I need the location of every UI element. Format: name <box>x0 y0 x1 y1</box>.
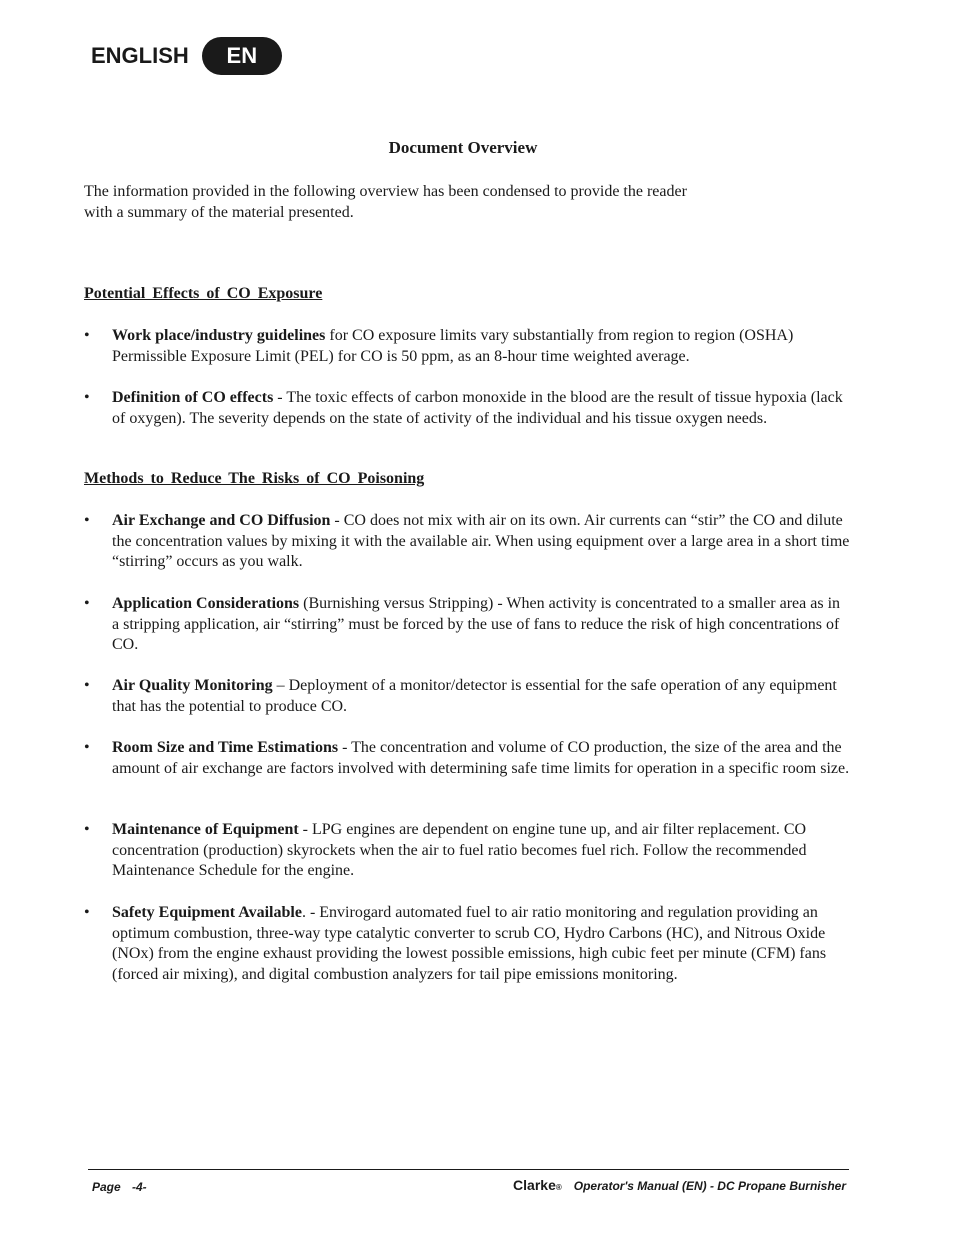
bullet-term: Maintenance of Equipment <box>112 821 299 838</box>
bullet-marker: • <box>84 904 90 921</box>
language-label: ENGLISH <box>91 43 189 68</box>
bullet-text: - CO does not mix with air on its own. Air currents can “stir” the CO and dilute the concentration values by mixing it with the available air. When using equipment over a large area in a short time “stirring” occurs as you walk. <box>112 512 850 571</box>
document-title: Document Overview <box>388 138 538 157</box>
footer-divider <box>88 1169 849 1170</box>
bullet-term: Room Size and Time Estimations <box>112 739 339 756</box>
bullet-marker: • <box>84 821 90 838</box>
section-heading-reduce-risks: Methods to Reduce The Risks of CO Poisoning <box>84 470 425 487</box>
bullet-text: (Burnishing versus Stripping) - When activity is concentrated to a smaller area as in a stripping application, air “stirring” must be forced by the use of fans to reduce the risk of high concentrations of CO. <box>112 595 841 654</box>
registered-mark: ® <box>555 1183 562 1192</box>
bullet-marker: • <box>84 512 90 529</box>
bullet-marker: • <box>84 389 90 406</box>
bullet-text: - The toxic effects of carbon monoxide in the blood are the result of tissue hypoxia (lack of oxygen). The severity depends on the state of activity of the individual and his tissue oxygen needs. <box>112 389 843 427</box>
intro-paragraph: The information provided in the following overview has been condensed to provide the reader with a summary of the material presented. <box>84 183 687 221</box>
bullet-item <box>84 676 850 717</box>
bullet-term: Safety Equipment Available <box>112 904 302 921</box>
manual-title: Operator's Manual (EN) - DC Propane Burnisher <box>573 1179 846 1193</box>
bullet-marker: • <box>84 595 90 612</box>
section-heading-co-exposure: Potential Effects of CO Exposure <box>84 285 323 302</box>
bullet-item <box>84 511 850 573</box>
bullet-item <box>84 594 850 656</box>
bullet-text: . - Envirogard automated fuel to air ratio monitoring and regulation providing an optimum combustion, three-way type catalytic converter to scrub CO, Hydro Carbons (HC), and Nitrous Oxide (NOx) from the engine exhaust providing the lowest possible emissions, high cubic feet per minute (CFM) fans (forced air mixing), and digital combustion analyzers for tail pipe emissions monitoring. <box>112 904 827 983</box>
bullet-item <box>84 326 850 367</box>
footer-manual-info <box>513 1177 846 1193</box>
bullet-text: - The concentration and volume of CO production, the size of the area and the amount of air exchange are factors involved with determining safe time limits for operation in a specific room size. <box>112 739 850 777</box>
language-indicator <box>91 36 282 76</box>
bullet-item <box>84 738 850 779</box>
bullet-term: Application Considerations <box>112 595 300 612</box>
bullet-item <box>84 820 850 882</box>
bullet-text: – Deployment of a monitor/detector is essential for the safe operation of any equipment that has the potential to produce CO. <box>112 677 837 715</box>
bullet-term: Air Quality Monitoring <box>112 677 273 694</box>
bullet-term: Air Exchange and CO Diffusion <box>112 512 331 529</box>
brand-name: Clarke <box>513 1177 556 1193</box>
bullet-term: Work place/industry guidelines <box>112 327 326 344</box>
bullet-item <box>84 903 850 985</box>
bullet-text: for CO exposure limits vary substantially from region to region (OSHA) Permissible Exposure Limit (PEL) for CO is 50 ppm, as an 8-hour time weighted average. <box>112 327 794 365</box>
language-badge: EN <box>202 37 282 75</box>
bullet-item <box>84 388 850 429</box>
bullet-term: Definition of CO effects <box>112 389 274 406</box>
bullet-marker: • <box>84 327 90 344</box>
bullet-marker: • <box>84 739 90 756</box>
bullet-text: - LPG engines are dependent on engine tune up, and air filter replacement. CO concentration (production) skyrockets when the air to fuel ratio becomes fuel rich. Follow the recommended Maintenance Schedule for the engine. <box>112 821 807 880</box>
bullet-marker: • <box>84 677 90 694</box>
page-number: Page -4- <box>92 1180 147 1194</box>
